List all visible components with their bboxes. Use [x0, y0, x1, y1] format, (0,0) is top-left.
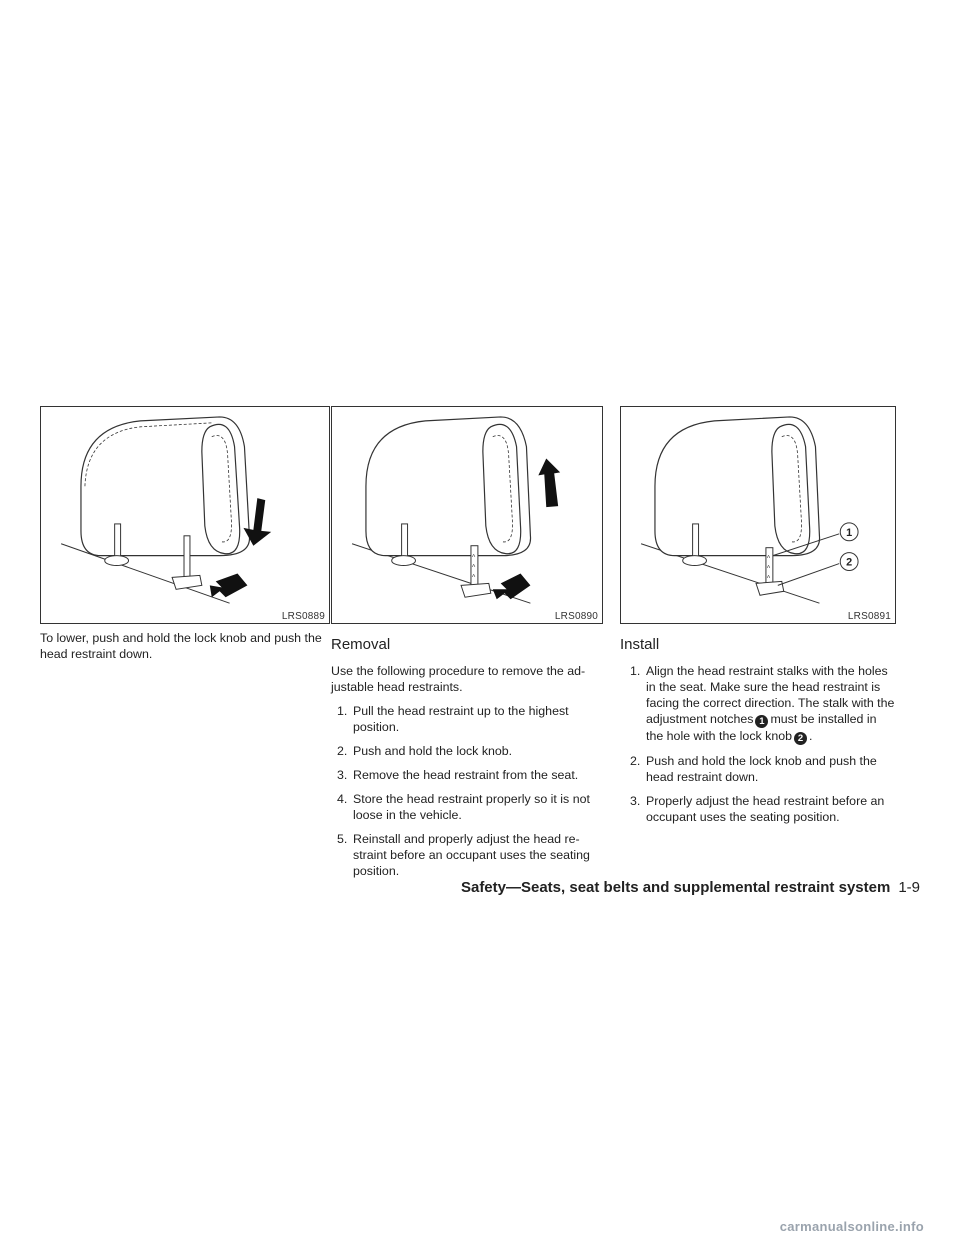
list-item: 1. Align the head restraint stalks with the holes in the seat. Make sure the head restraint is facing the correct direction. The stalk with the adjustment notches 1 must be installed in the hole with the lock knob 2 .	[630, 664, 895, 744]
head-restraint-install-illustration	[621, 407, 895, 623]
head-restraint-lower-illustration	[41, 407, 329, 623]
list-item: 3. Properly adjust the head restraint before an occupant uses the seating position.	[630, 794, 885, 824]
list-item: 2. Push and hold the lock knob and push the head restraint down.	[630, 754, 877, 784]
svg-text:^: ^	[471, 564, 476, 572]
ref-2-icon: 2	[794, 732, 807, 745]
callout-2: 2	[846, 556, 853, 569]
figure-install	[620, 406, 896, 624]
list-item: 5. Reinstall and properly adjust the head re-straint before an occupant uses the seating position.	[337, 832, 590, 878]
page-footer	[461, 879, 920, 896]
removal-intro: Use the following procedure to remove the ad-justable head restraints.	[331, 664, 586, 694]
svg-text:^: ^	[766, 555, 771, 563]
list-item: 4. Store the head restraint properly so it is not loose in the vehicle.	[337, 792, 590, 822]
figure-code: LRS0890	[554, 611, 598, 622]
svg-text:^: ^	[766, 565, 771, 573]
svg-text:^: ^	[471, 554, 476, 562]
column-lower	[40, 406, 330, 662]
page-number: 1-9	[898, 879, 920, 896]
svg-text:^: ^	[766, 575, 771, 583]
figure-code: LRS0889	[281, 611, 325, 622]
ref-1-icon: 1	[755, 715, 768, 728]
figure-lower-restraint	[40, 406, 330, 624]
column-install	[620, 406, 896, 833]
column-removal	[331, 406, 603, 887]
figure-code: LRS0891	[847, 611, 891, 622]
section-title: Safety—Seats, seat belts and supplemental restraint system	[460, 879, 891, 896]
install-heading: Install	[620, 636, 660, 653]
list-item: 3. Remove the head restraint from the seat.	[337, 768, 579, 782]
removal-steps	[331, 703, 603, 879]
watermark: carmanualsonline.info	[779, 1219, 924, 1234]
list-item: 1. Pull the head restraint up to the highest position.	[337, 704, 569, 734]
list-item: 2. Push and hold the lock knob.	[337, 744, 513, 758]
head-restraint-removal-illustration	[332, 407, 602, 623]
removal-heading: Removal	[331, 636, 391, 653]
figure-removal	[331, 406, 603, 624]
callout-1: 1	[846, 526, 853, 539]
svg-text:^: ^	[471, 574, 476, 582]
lower-caption: To lower, push and hold the lock knob and push the head restraint down.	[40, 631, 322, 661]
install-steps	[620, 663, 896, 825]
